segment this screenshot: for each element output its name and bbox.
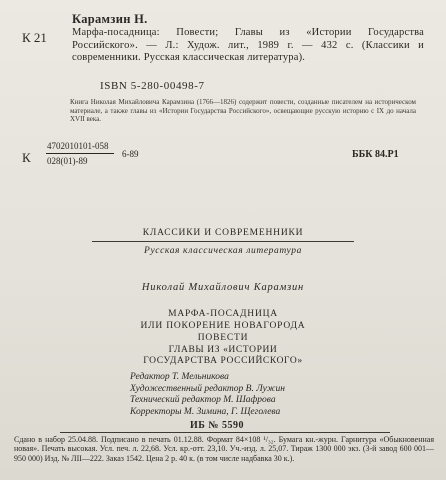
index-numerator: 4702010101-058 <box>47 141 109 151</box>
book-title-line-1: МАРФА-ПОСАДНИЦА <box>168 309 278 319</box>
credit-editor: Редактор Т. Мельникова <box>130 372 229 382</box>
author-name: Николай Михайлович Карамзин <box>141 282 305 293</box>
series-title: КЛАССИКИ И СОВРЕМЕННИКИ <box>142 228 304 238</box>
author-heading: Карамзин Н. <box>72 12 148 26</box>
isbn: ISBN 5-280-00498-7 <box>100 80 205 92</box>
book-title-line-4: ГЛАВЫ ИЗ «ИСТОРИИ <box>168 345 278 355</box>
credits <box>130 372 285 418</box>
imprint-rule <box>60 432 390 433</box>
fraction-divider <box>46 153 114 154</box>
book-title-line-3: ПОВЕСТИ <box>197 333 249 343</box>
bbk-code: ББК 84.Р1 <box>352 149 399 160</box>
index-right: 6-89 <box>122 149 139 159</box>
bibliographic-description: Марфа-посадница: Повести; Главы из «Истории Государства Российского». — Л.: Худож. лит., 1989 г. — 432 с. (Классики и современники. Русская классическая литература). <box>72 27 424 63</box>
book-title-line-5: ГОСУДАРСТВА РОССИЙСКОГО» <box>143 356 303 366</box>
series-subtitle: Русская классическая литература <box>144 246 302 256</box>
ib-number: ИБ № 5590 <box>190 420 244 431</box>
series-rule <box>92 241 354 242</box>
index-denominator: 028(01)-89 <box>47 156 88 166</box>
credit-art-editor: Художественный редактор В. Лужин <box>130 383 285 394</box>
credit-tech-editor: Технический редактор М. Шафрова <box>130 395 276 405</box>
classification-code: К 21 <box>22 30 47 45</box>
book-title-line-2: ИЛИ ПОКОРЕНИЕ НОВАГОРОДА <box>140 321 306 331</box>
imprint-details: Сдано в набор 25.04.88. Подписано в печать 01.12.88. Формат 84×108 ¹/₃₂. Бумага кн.-журн. Гарнитура «Обыкновенная новая». Печать высокая. Усл. печ. л. 22,68. Усл. кр.-отт. 23,10. Уч.-изд. л. 25,07. Тираж 1300 000 экз. (3-й завод 600 001—950 000) Изд. № ЛII—222. Заказ 1542. Цена 2 р. 40 к. (в том числе надбавка 30 к.). <box>14 435 434 463</box>
index-code: К <box>22 150 31 165</box>
annotation: Книга Николая Михайловича Карамзина (1766—1826) содержит повести, созданные писателем на историческом материале, а также главы из «Истории Государства Российского», освещающие русскую историю с IX до начала XVII века. <box>70 98 416 123</box>
credit-proofreaders: Корректоры М. Зимина, Г. Щеголева <box>130 406 281 417</box>
